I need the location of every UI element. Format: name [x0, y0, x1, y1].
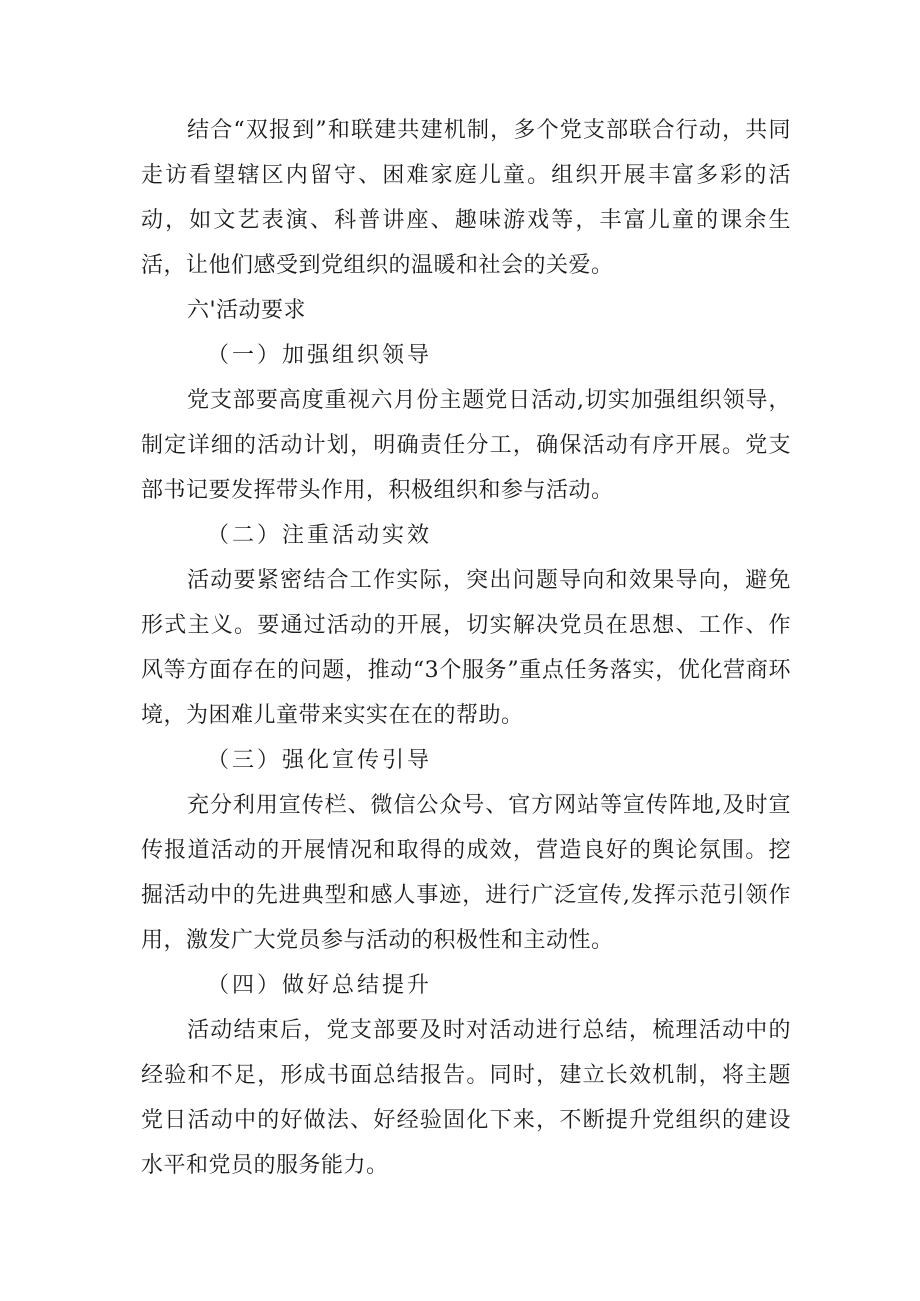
subsection-body-1: 党支部要高度重视六月份主题党日活动,切实加强组织领导，制定详细的活动计划，明确责任分工，确保活动有序开展。党支部书记要发挥带头作用，积极组织和参与活动。: [141, 388, 791, 503]
subsection-heading-3: （三）强化宣传引导: [207, 748, 433, 773]
subsection-heading-2: （二）注重活动实效: [207, 523, 433, 548]
document-body: [141, 108, 791, 1188]
section-heading-activity-requirements: 六'活动要求: [187, 298, 307, 323]
subsection-heading-1: （一）加强组织领导: [207, 343, 433, 368]
subsection-body-2: 活动要紧密结合工作实际，突出问题导向和效果导向，避免形式主义。要通过活动的开展，切实解决党员在思想、工作、作风等方面存在的问题，推动“3个服务”重点任务落实，优化营商环境，为困难儿童带来实实在在的帮助。: [141, 568, 791, 728]
subsection-body-4: 活动结束后，党支部要及时对活动进行总结，梳理活动中的经验和不足，形成书面总结报告。同时，建立长效机制，将主题党日活动中的好做法、好经验固化下来，不断提升党组织的建设水平和党员的服务能力。: [141, 1018, 791, 1178]
subsection-body-3: 充分利用宣传栏、微信公众号、官方网站等宣传阵地,及时宣传报道活动的开展情况和取得的成效，营造良好的舆论氛围。挖掘活动中的先进典型和感人事迹，进行广泛宣传,发挥示范引领作用，激发广大党员参与活动的积极性和主动性。: [141, 793, 791, 953]
intro-paragraph: 结合“双报到”和联建共建机制，多个党支部联合行动，共同走访看望辖区内留守、困难家庭儿童。组织开展丰富多彩的活动，如文艺表演、科普讲座、趣味游戏等，丰富儿童的课余生活，让他们感受到党组织的温暖和社会的关爱。: [141, 118, 791, 278]
subsection-heading-4: （四）做好总结提升: [207, 973, 433, 998]
